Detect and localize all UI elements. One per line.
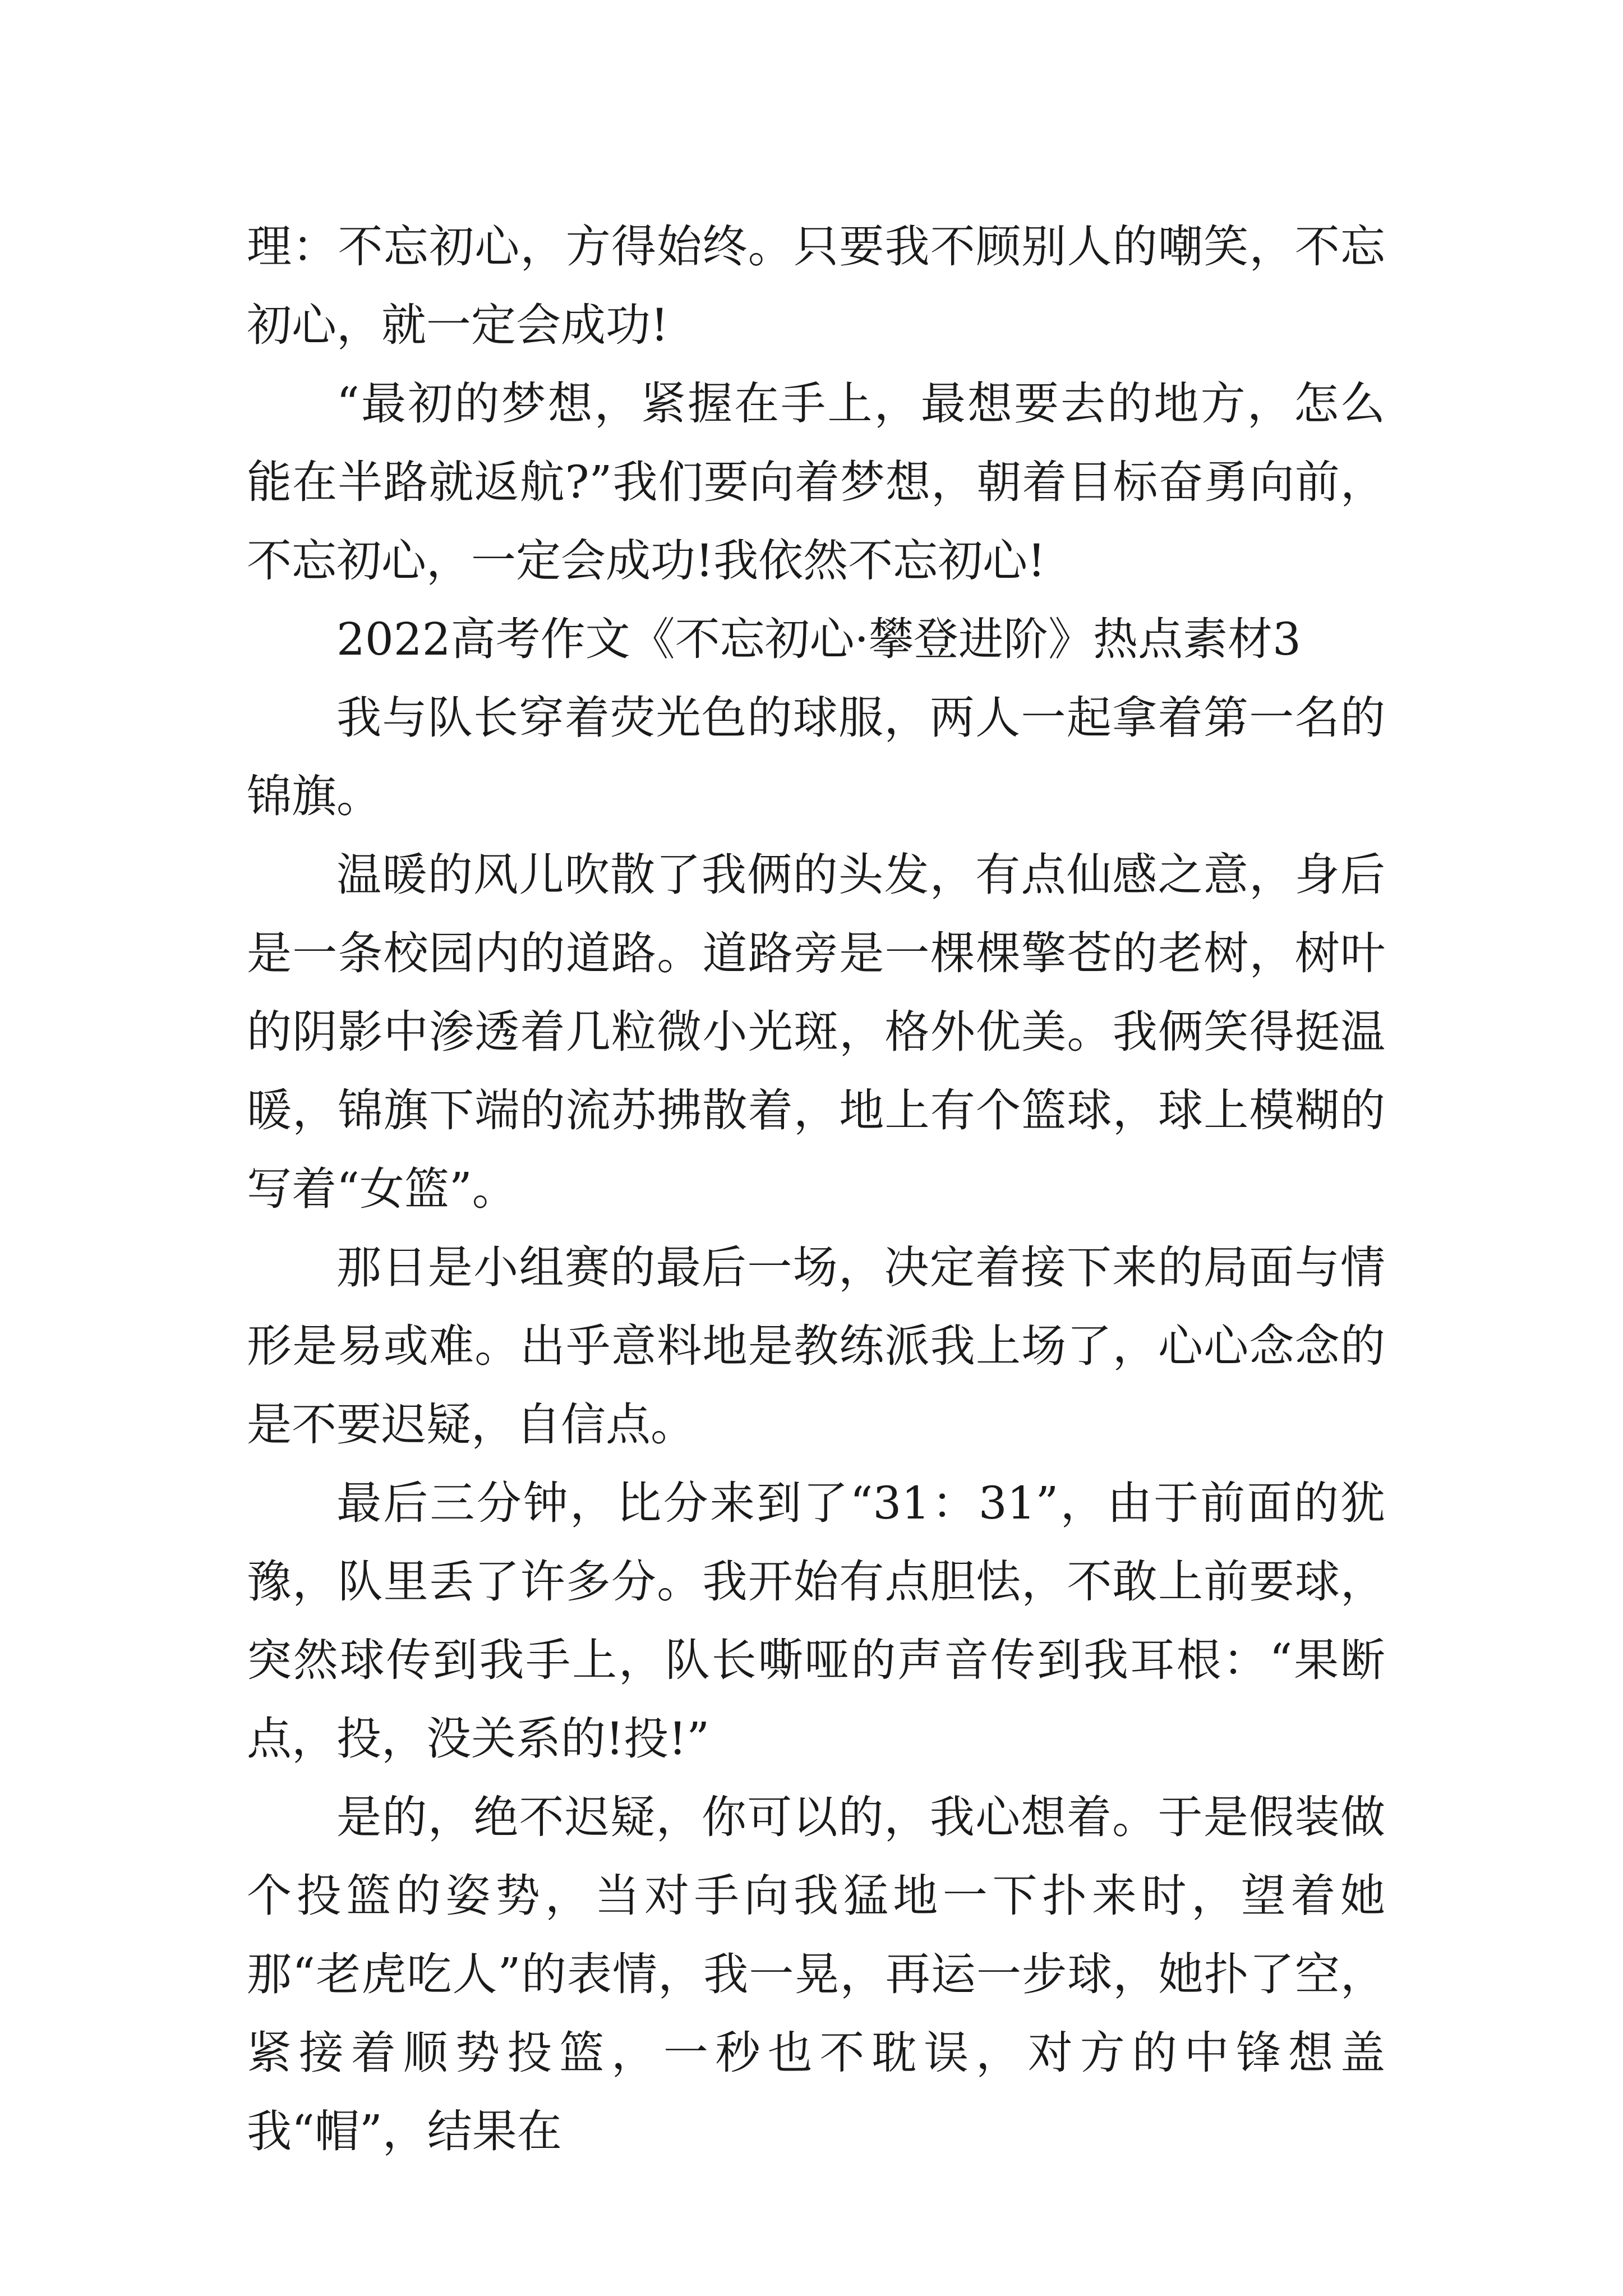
paragraph-1: 理：不忘初心，方得始终。只要我不顾别人的嘲笑，不忘初心，就一定会成功! [247,220,1385,351]
paragraph-5: 那日是小组赛的最后一场，决定着接下来的局面与情形是易或难。出乎意料地是教练派我上场了，心心念念的是不要迟疑，自信点。 [247,1241,1385,1451]
document-body [247,208,1385,2171]
paragraph-6: 最后三分钟，比分来到了“31：31”，由于前面的犹豫，队里丢了许多分。我开始有点胆怯，不敢上前要球，突然球传到我手上，队长嘶哑的声音传到我耳根：“果断点，投，没关系的!投!” [247,1477,1385,1765]
paragraph-7: 是的，绝不迟疑，你可以的，我心想着。于是假装做个投篮的姿势，当对手向我猛地一下扑来时，望着她那“老虎吃人”的表情，我一晃，再运一步球，她扑了空，紧接着顺势投篮，一秒也不耽误，对方的中锋想盖我“帽”，结果在 [247,1791,1385,2157]
paragraph-2: “最初的梦想，紧握在手上，最想要去的地方，怎么能在半路就返航?”我们要向着梦想，朝着目标奋勇向前，不忘初心，一定会成功!我依然不忘初心! [247,378,1385,587]
section-heading: 2022高考作文《不忘初心·攀登进阶》热点素材3 [336,613,1301,665]
paragraph-3: 我与队长穿着荧光色的球服，两人一起拿着第一名的锦旗。 [247,692,1385,822]
paragraph-4: 温暖的风儿吹散了我俩的头发，有点仙感之意，身后是一条校园内的道路。道路旁是一棵棵擎苍的老树，树叶的阴影中渗透着几粒微小光斑，格外优美。我俩笑得挺温暖，锦旗下端的流苏拂散着，地上有个篮球，球上模糊的写着“女篮”。 [247,849,1385,1215]
